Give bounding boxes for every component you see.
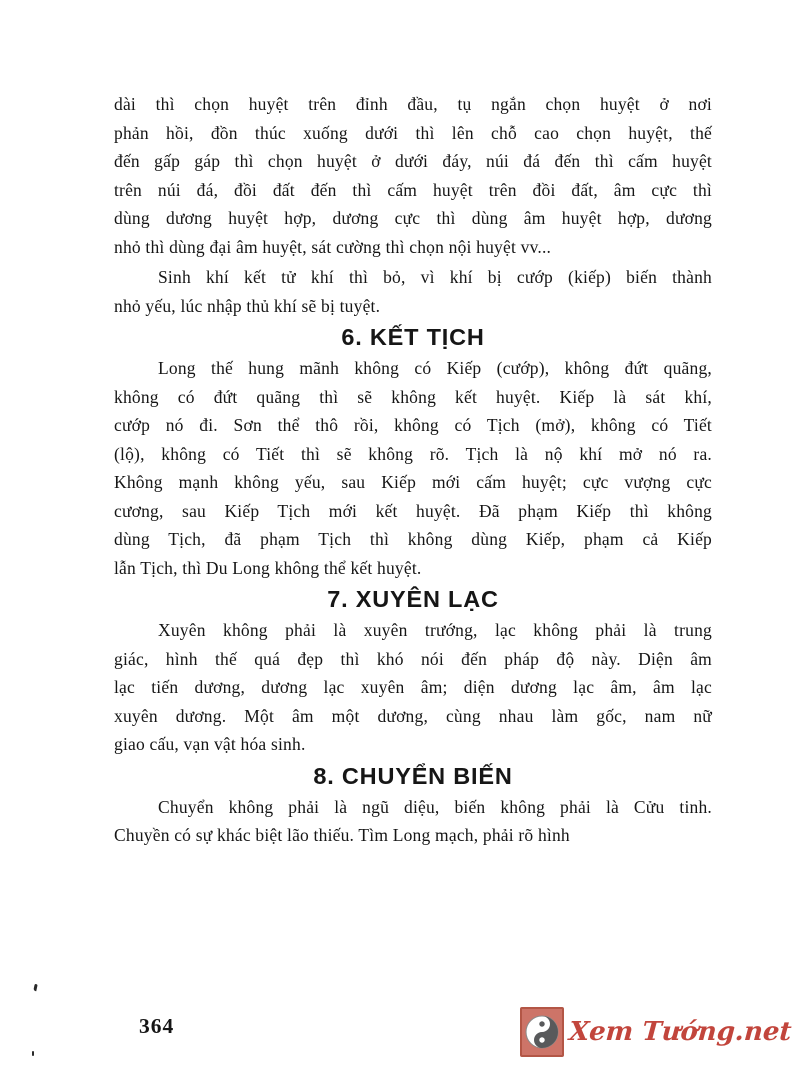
scan-speck — [33, 984, 37, 991]
paragraph-line: Chuyền có sự khác biệt lão thiếu. Tìm Long mạch, phải rõ hình — [114, 825, 570, 845]
text-column — [114, 90, 712, 850]
section-heading: 6. KẾT TỊCH — [341, 324, 485, 350]
paragraph-line: Xuyên không phải là xuyên trướng, lạc không phải là trung — [158, 620, 712, 640]
paragraph-line: cướp nó đi. Sơn thể thô rồi, không có Tịch (mở), không có Tiết — [114, 415, 712, 435]
paragraph-line: dài thì chọn huyệt trên đỉnh đầu, tụ ngắn chọn huyệt ở nơi — [114, 94, 712, 114]
paragraph-line: nhỏ thì dùng đại âm huyệt, sát cường thì chọn nội huyệt vv... — [114, 236, 552, 257]
paragraph-line: dùng dương huyệt hợp, dương cực thì dùng âm huyệt hợp, dương — [114, 208, 712, 228]
section-heading: 7. XUYÊN LẠC — [327, 586, 499, 612]
section-heading: 8. CHUYỂN BIẾN — [313, 762, 513, 789]
paragraph-line: Sinh khí kết tử khí thì bỏ, vì khí bị cướp (kiếp) biến thành — [158, 267, 712, 287]
paragraph-line: nhỏ yếu, lúc nhập thủ khí sẽ bị tuyệt. — [114, 295, 381, 316]
paragraph-line: không có đứt quãng thì sẽ không kết huyệt. Kiếp là sát khí, — [114, 386, 712, 407]
scan-speck — [32, 1051, 34, 1056]
paragraph-line: Long thế hung mãnh không có Kiếp (cướp), không đứt quãng, — [158, 358, 712, 378]
paragraph-line: giao cấu, vạn vật hóa sinh. — [114, 734, 306, 754]
paragraph — [114, 616, 712, 759]
paragraph — [114, 354, 712, 582]
watermark-text: Xem Tướng.net — [567, 1017, 793, 1047]
paragraph-line: dùng Tịch, đã phạm Tịch thì không dùng Kiếp, phạm cả Kiếp — [114, 529, 712, 549]
paragraph-line: phản hồi, đồn thúc xuống dưới thì lên chỗ cao chọn huyệt, thế — [114, 122, 712, 143]
paragraph-line: cương, sau Kiếp Tịch mới kết huyệt. Đã phạm Kiếp thì không — [114, 500, 712, 521]
paragraph-line: (lộ), không có Tiết thì sẽ không rõ. Tịch là nộ khí mở nó ra. — [114, 443, 712, 464]
paragraph-line: xuyên dương. Một âm một dương, cùng nhau làm gốc, nam nữ — [114, 705, 712, 726]
paragraph-line: lạc tiến dương, dương lạc xuyên âm; diện dương lạc âm, âm lạc — [114, 677, 712, 697]
page-number: 364 — [139, 1014, 175, 1038]
paragraph — [114, 793, 712, 850]
paragraph-line: trên núi đá, đồi đất đến thì cấm huyệt trên đồi đất, âm cực thì — [114, 179, 712, 200]
site-watermark — [520, 1007, 791, 1057]
paragraph — [114, 90, 712, 261]
paragraph-line: Chuyển không phải là ngũ diệu, biến không phải là Cửu tinh. — [158, 796, 712, 817]
paragraph-line: giác, hình thế quá đẹp thì khó nói đến pháp độ này. Diện âm — [114, 648, 712, 669]
paragraph-line: lẫn Tịch, thì Du Long không thể kết huyệt. — [114, 557, 422, 578]
yin-yang-icon — [520, 1007, 564, 1057]
paragraph — [114, 263, 712, 320]
paragraph-line: Không mạnh không yếu, sau Kiếp mới cấm huyệt; cực vượng cực — [114, 472, 712, 492]
paragraph-line: đến gấp gáp thì chọn huyệt ở dưới đáy, núi đá đến thì cấm huyệt — [114, 151, 712, 171]
